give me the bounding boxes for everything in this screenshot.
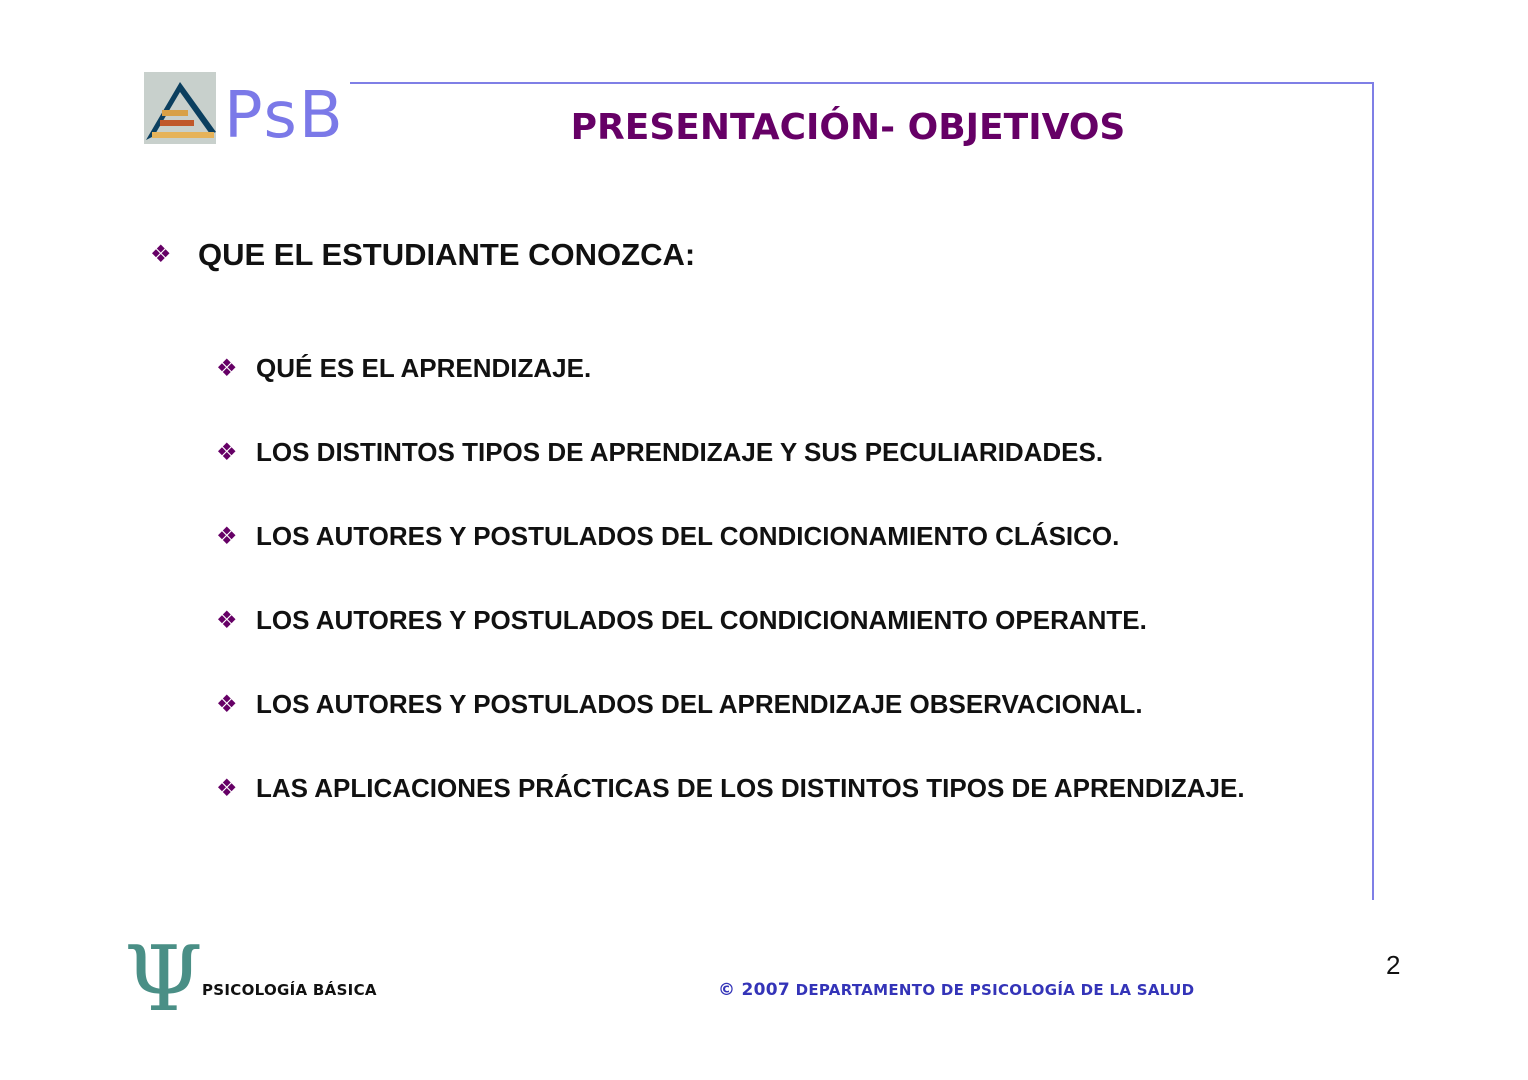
- objective-item: LAS APLICACIONES PRÁCTICAS DE LOS DISTINTOS TIPOS DE APRENDIZAJE.: [256, 773, 1245, 803]
- page-number: 2: [1386, 950, 1401, 980]
- objective-item: LOS AUTORES Y POSTULADOS DEL CONDICIONAMIENTO CLÁSICO.: [256, 521, 1120, 551]
- bullet-icon: ❖: [216, 775, 238, 802]
- intro-text: QUE EL ESTUDIANTE CONOZCA:: [198, 237, 696, 272]
- department-name: DEPARTAMENTO DE PSICOLOGÍA DE LA SALUD: [795, 981, 1195, 999]
- frame-right-line: [1372, 82, 1374, 900]
- footer-course-name: PSICOLOGÍA BÁSICA: [202, 981, 377, 999]
- objective-item: QUÉ ES EL APRENDIZAJE.: [256, 353, 592, 383]
- bullet-icon: ❖: [216, 523, 238, 550]
- bullet-icon: ❖: [216, 691, 238, 718]
- logo-letters: PsB: [224, 79, 345, 153]
- psi-icon: Ψ: [124, 927, 203, 1032]
- bullet-icon: ❖: [216, 355, 238, 382]
- triangle-logo-icon: [144, 72, 218, 146]
- bullet-icon: ❖: [150, 241, 172, 268]
- objective-item: LOS AUTORES Y POSTULADOS DEL APRENDIZAJE OBSERVACIONAL.: [256, 689, 1143, 719]
- slide-title: PRESENTACIÓN- OBJETIVOS: [570, 107, 1126, 148]
- frame-top-line: [350, 82, 1374, 84]
- bullet-icon: ❖: [216, 439, 238, 466]
- footer-copyright: [718, 980, 1194, 1000]
- copyright-year: © 2007: [718, 980, 791, 1000]
- bullet-icon: ❖: [216, 607, 238, 634]
- logo-text: [224, 80, 345, 152]
- objective-item: LOS DISTINTOS TIPOS DE APRENDIZAJE Y SUS PECULIARIDADES.: [256, 437, 1104, 467]
- psb-logo: [144, 72, 345, 153]
- objective-item: LOS AUTORES Y POSTULADOS DEL CONDICIONAMIENTO OPERANTE.: [256, 605, 1147, 635]
